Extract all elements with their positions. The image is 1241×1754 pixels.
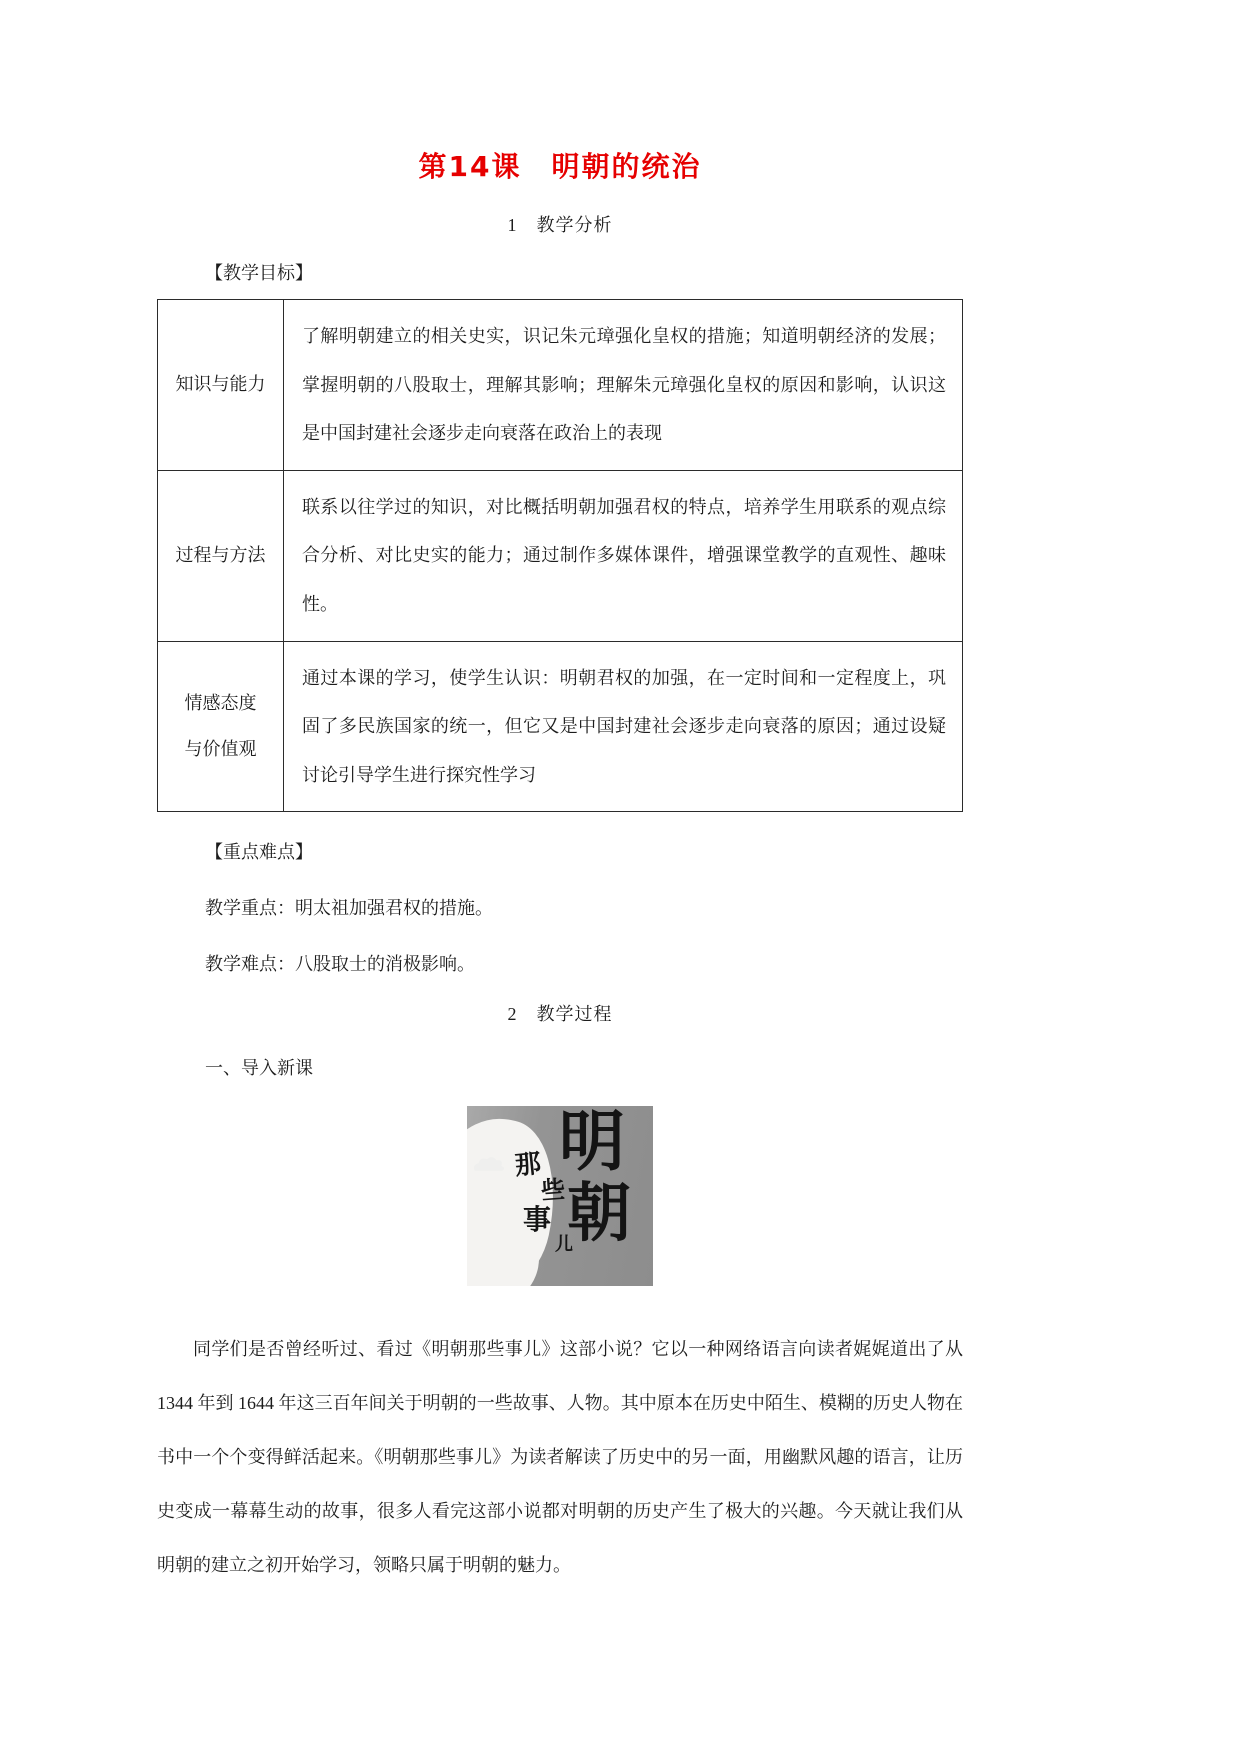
intro-paragraph: 同学们是否曾经听过、看过《明朝那些事儿》这部小说？它以一种网络语言向读者娓娓道出了从 1344 年到 1644 年这三百年间关于明朝的一些故事、人物。其中原本在历史中陌生、模糊的历史人物在书中一个个变得鲜活起来。《明朝那些事儿》为读者解读了历史中的另一面，用幽默风趣的语言，让历史变成一幕幕生动的故事，很多人看完这部小说都对明朝的历史产生了极大的兴趣。今天就让我们从明朝的建立之初开始学习，领略只属于明朝的魅力。 [157, 1339, 963, 1576]
cover-char-shi: 事 [523, 1203, 552, 1237]
lead-in-heading: 一、导入新课 [205, 1058, 313, 1079]
cover-char-na: 那 [513, 1149, 543, 1182]
goal-label-process [158, 470, 284, 641]
teaching-difficult-point: 教学难点：八股取士的消极影响。 [205, 954, 475, 975]
goal-content-emotion: 通过本课的学习，使学生认识：明朝君权的加强，在一定时间和一定程度上，巩固了多民族国家的统一，但它又是中国封建社会逐步走向衰落的原因；通过设疑讨论引导学生进行探究性学习 [284, 641, 963, 812]
book-cover-image [467, 1106, 653, 1286]
table-row [158, 641, 963, 812]
cover-char-er: 儿 [555, 1234, 573, 1256]
teaching-goals-heading: 【教学目标】 [205, 263, 313, 283]
cover-char-chao: 朝 [567, 1176, 631, 1252]
goal-label-knowledge [158, 300, 284, 471]
section-heading-process: 2 教学过程 [507, 1004, 613, 1025]
goal-label-text: 知识与能力 [175, 374, 266, 395]
teaching-goals-table [157, 299, 963, 812]
cloud-icon [471, 1154, 509, 1176]
goal-label-text: 过程与方法 [175, 545, 266, 566]
table-row [158, 470, 963, 641]
goal-content-process: 联系以往学过的知识，对比概括明朝加强君权的特点，培养学生用联系的观点综合分析、对比史实的能力；通过制作多媒体课件，增强课堂教学的直观性、趣味性。 [284, 470, 963, 641]
lesson-title: 第14课 明朝的统治 [418, 150, 702, 183]
goal-content-knowledge: 了解明朝建立的相关史实，识记朱元璋强化皇权的措施；知道明朝经济的发展；掌握明朝的八股取士，理解其影响；理解朱元璋强化皇权的原因和影响，认识这是中国封建社会逐步走向衰落在政治上的表现 [284, 300, 963, 471]
cover-char-ming: 明 [559, 1106, 625, 1181]
goal-label-emotion [158, 641, 284, 812]
key-points-heading: 【重点难点】 [205, 842, 313, 863]
goal-label-line2: 与价值观 [184, 739, 257, 760]
goal-label-line1: 情感态度 [184, 692, 257, 713]
teaching-key-point: 教学重点：明太祖加强君权的措施。 [205, 898, 493, 919]
cover-char-xie: 些 [539, 1174, 566, 1206]
section-heading-analysis: 1 教学分析 [507, 215, 613, 235]
table-row [158, 300, 963, 471]
